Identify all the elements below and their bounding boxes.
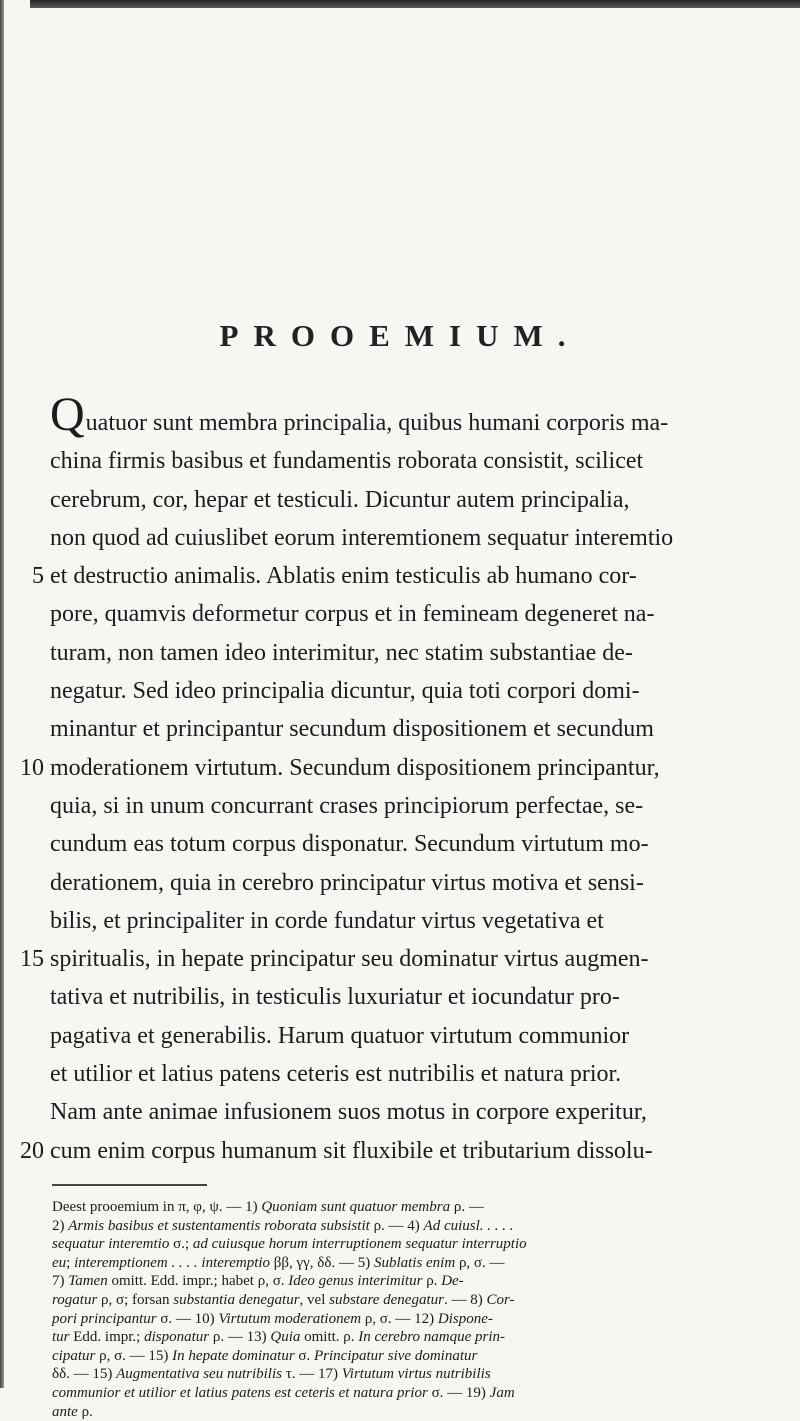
footnote-line: 7) Tamen omitt. Edd. impr.; habet ρ, σ. Ideo genus interimitur ρ. De- xyxy=(52,1273,464,1290)
text-line xyxy=(50,672,775,710)
text-line xyxy=(50,519,775,557)
text-line xyxy=(32,557,775,595)
footnote-line: 2) Armis basibus et sustentamentis roborata subsistit ρ. — 4) Ad cuiusl. . . . . xyxy=(52,1217,514,1234)
footnote-divider xyxy=(52,1184,207,1186)
line-text: spiritualis, in hepate principatur seu dominatur virtus augmen- xyxy=(50,946,649,973)
page-title: PROOEMIUM. xyxy=(219,318,581,353)
line-text: non quod ad cuiuslibet eorum interemtionem sequatur interemtio xyxy=(50,524,674,551)
line-text: Nam ante animae infusionem suos motus in corpore experitur, xyxy=(50,1099,647,1126)
line-text: uatuor sunt membra principalia, quibus humani corporis ma- xyxy=(85,410,669,436)
line-text: cerebrum, cor, hepar et testiculi. Dicuntur autem principalia, xyxy=(50,486,630,513)
line-text: cum enim corpus humanum sit fluxibile et tributarium dissolu- xyxy=(50,1137,653,1164)
line-number: 5 xyxy=(32,563,44,590)
text-line xyxy=(20,940,775,978)
text-line xyxy=(50,481,775,519)
footnote-line: ante ρ. xyxy=(52,1403,93,1420)
line-number: 20 xyxy=(20,1137,44,1164)
text-line xyxy=(50,825,775,863)
line-text: pore, quamvis deformetur corpus et in femineam degeneret na- xyxy=(50,601,655,628)
text-line xyxy=(50,634,775,672)
footnote-line: pori principantur σ. — 10) Virtutum moderationem ρ, σ. — 12) Dispone- xyxy=(52,1310,493,1327)
top-border xyxy=(30,0,800,8)
text-line xyxy=(50,595,775,633)
text-line xyxy=(50,1093,775,1131)
footnote-line: eu; interemptionem . . . . interemptio ββ, γγ, δδ. — 5) Sublatis enim ρ, σ. — xyxy=(52,1254,505,1271)
line-number: 10 xyxy=(20,754,44,781)
line-text: quia, si in unum concurrant crases principiorum perfectae, se- xyxy=(50,792,644,819)
line-text: cundum eas totum corpus disponatur. Secundum virtutum mo- xyxy=(50,831,649,858)
line-text: turam, non tamen ideo interimitur, nec statim substantiae de- xyxy=(50,639,633,666)
footnote-line: sequatur interemtio σ.; ad cuiusque horum interruptionem sequatur interruptio xyxy=(52,1236,527,1253)
footnote-line: δδ. — 15) Augmentativa seu nutribilis τ. — 17) Virtutum virtus nutribilis xyxy=(52,1366,491,1383)
text-line xyxy=(50,978,775,1016)
footnote-line: rogatur ρ, σ; forsan substantia denegatur, vel substare denegatur. — 8) Cor- xyxy=(52,1291,515,1308)
text-line xyxy=(50,902,775,940)
page-edge xyxy=(0,0,4,1388)
line-text: minantur et principantur secundum dispositionem et secundum xyxy=(50,716,654,743)
main-text xyxy=(20,388,775,1170)
line-text: et destructio animalis. Ablatis enim testiculis ab humano cor- xyxy=(50,563,637,590)
footnote-line: Deest prooemium in π, φ, ψ. — 1) Quoniam sunt quatuor membra ρ. — xyxy=(52,1199,484,1215)
text-line xyxy=(50,1055,775,1093)
line-text: derationem, quia in cerebro principatur virtus motiva et sensi- xyxy=(50,869,644,896)
footnote-line: tur Edd. impr.; disponatur ρ. — 13) Quia omitt. ρ. In cerebro namque prin- xyxy=(52,1329,506,1346)
text-line xyxy=(50,442,775,480)
text-line xyxy=(20,749,775,787)
text-line xyxy=(50,388,775,442)
text-line xyxy=(50,710,775,748)
text-line xyxy=(20,1132,775,1170)
drop-cap: Q xyxy=(50,388,85,441)
line-text: moderationem virtutum. Secundum dispositionem principantur, xyxy=(50,754,660,781)
line-text: china firmis basibus et fundamentis roborata consistit, scilicet xyxy=(50,448,644,475)
line-text: bilis, et principaliter in corde fundatur virtus vegetativa et xyxy=(50,907,604,934)
text-line xyxy=(50,864,775,902)
line-text: negatur. Sed ideo principalia dicuntur, quia toti corpori domi- xyxy=(50,678,640,705)
line-text: et utilior et latius patens ceteris est nutribilis et natura prior. xyxy=(50,1061,622,1088)
line-number: 15 xyxy=(20,946,44,973)
footnote-line: communior et utilior et latius patens est ceteris et natura prior σ. — 19) Jam xyxy=(52,1384,515,1401)
text-line xyxy=(50,787,775,825)
text-line xyxy=(50,1017,775,1055)
line-text: pagativa et generabilis. Harum quatuor virtutum communior xyxy=(50,1022,630,1049)
footnote-line: cipatur ρ, σ. — 15) In hepate dominatur σ. Principatur sive dominatur xyxy=(52,1347,478,1364)
line-text: tativa et nutribilis, in testiculis luxuriatur et iocundatur pro- xyxy=(50,984,620,1011)
